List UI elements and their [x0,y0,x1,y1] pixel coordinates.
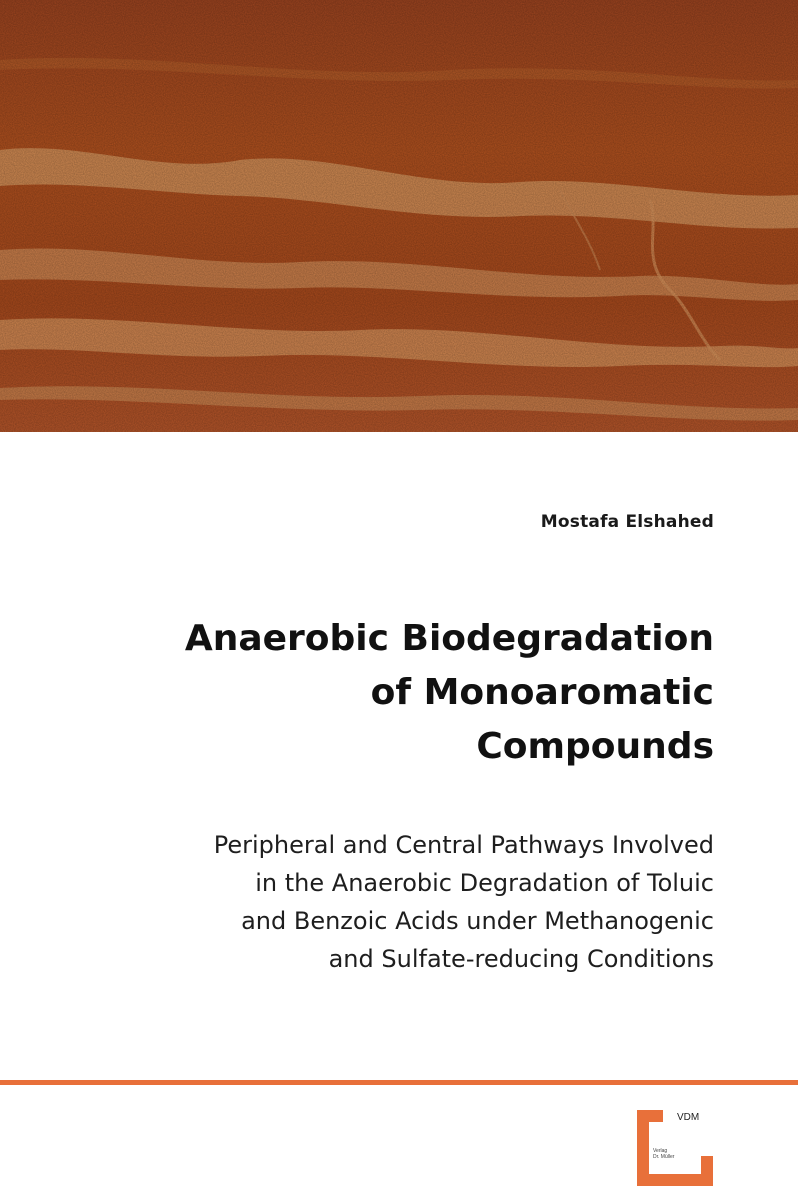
title-line: Anaerobic Biodegradation [184,618,714,659]
title-line: Compounds [476,726,714,767]
logo-text: VDM [677,1112,700,1123]
logo-subtext [653,1148,674,1160]
title-line: of Monoaromatic [370,672,714,713]
publisher-logo [637,1110,713,1186]
author-name: Mostafa Elshahed [540,512,714,532]
book-title [54,612,714,774]
cover-photo [0,0,798,432]
subtitle-line: in the Anaerobic Degradation of Toluic [255,869,714,897]
book-subtitle [14,826,714,978]
logo-frame [701,1156,713,1186]
accent-divider [0,1080,798,1085]
logo-subtext-line: Verlag [653,1148,668,1154]
subtitle-line: Peripheral and Central Pathways Involved [213,831,714,859]
logo-subtext-line: Dr. Müller [653,1154,675,1160]
subtitle-line: and Sulfate-reducing Conditions [328,945,714,973]
subtitle-line: and Benzoic Acids under Methanogenic [241,907,714,935]
